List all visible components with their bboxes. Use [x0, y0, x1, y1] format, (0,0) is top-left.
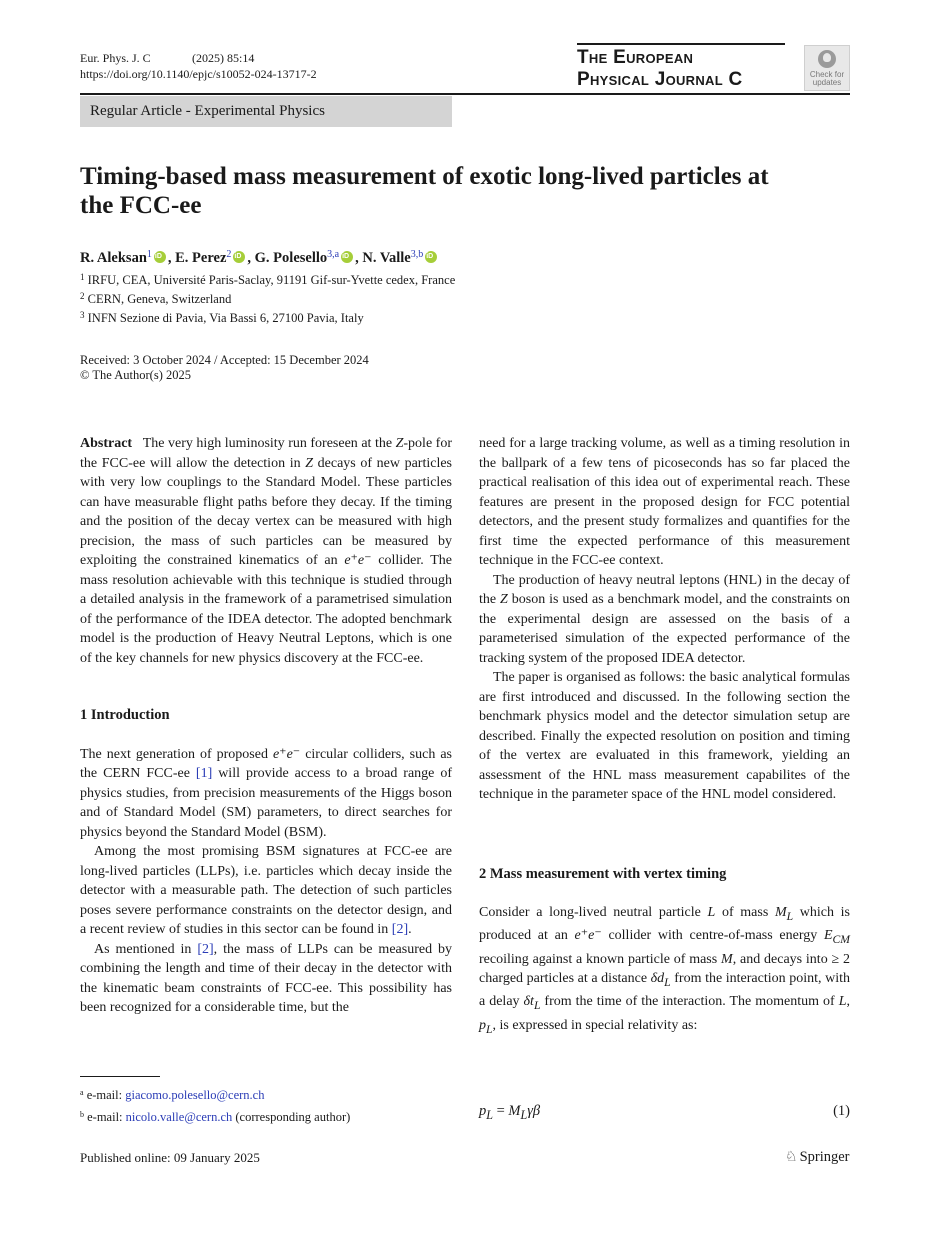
copyright: © The Author(s) 2025 — [80, 368, 191, 382]
citation-link[interactable]: [2] — [391, 922, 409, 937]
right-column — [479, 434, 850, 1039]
author-separator: , — [167, 250, 176, 266]
author-name[interactable]: R. Aleksan — [80, 250, 147, 266]
journal-volume: (2025) 85:14 — [192, 51, 255, 65]
article-dates — [80, 353, 369, 383]
brand-line-1: The European — [577, 47, 694, 68]
citation-link[interactable]: [2] — [197, 941, 214, 957]
publisher-logo — [785, 1149, 850, 1166]
intro-paragraph: As mentioned in [2], the mass of LLPs can be measured by combining the length and time of their decay in the detector with the kinematic beam constraints of FCC-ee. This possibility has been recognized for a considerable time, but the — [80, 941, 453, 1015]
brand-rule — [577, 43, 785, 45]
orcid-icon[interactable] — [341, 251, 353, 263]
affiliation-number: 1 — [80, 272, 85, 282]
author-name[interactable]: E. Perez — [175, 250, 227, 266]
orcid-icon[interactable] — [233, 251, 245, 263]
intro-paragraph: Among the most promising BSM signatures at FCC-ee are long-lived particles (LLPs), i.e. particles which decay inside the detector with a measurable path. The detection of such particles poses severe performance constraints on the detector design, and a recent review of studies in this sector can be found in [2]. — [80, 844, 452, 937]
check-for-updates-badge[interactable] — [804, 45, 850, 91]
footnote-item: $^a$ e-mail: giacomo.polesello@cern.ch — [80, 1088, 265, 1102]
author-affiliation-mark: 1 — [146, 249, 152, 260]
footnote-mark: b — [80, 1110, 84, 1119]
author-name[interactable]: G. Polesello — [254, 250, 328, 266]
equation-number: (1) — [833, 1103, 850, 1119]
footnote-rule — [80, 1076, 160, 1077]
affiliation-list — [80, 269, 455, 326]
brand-line-2: Physical Journal C — [577, 69, 743, 90]
email-link[interactable]: giacomo.polesello@cern.ch — [125, 1088, 265, 1102]
left-column — [80, 434, 452, 1018]
footnotes — [80, 1083, 350, 1127]
published-date: Published online: 09 January 2025 — [80, 1150, 260, 1165]
affiliation-item — [80, 288, 455, 307]
springer-horse-icon: ♘ — [785, 1150, 798, 1165]
affiliation-number: 2 — [80, 291, 85, 301]
equation-1: $p_L = M_L\gamma\beta$ (1) — [479, 1103, 850, 1122]
journal-brand — [577, 43, 785, 91]
footnote-mark: a — [80, 1088, 84, 1097]
article-category: Regular Article - Experimental Physics — [80, 96, 452, 127]
crossmark-label-1: Check for — [809, 70, 845, 79]
crossmark-icon — [818, 50, 836, 68]
affiliation-text: INFN Sezione di Pavia, Via Bassi 6, 27100 Pavia, Italy — [87, 311, 364, 325]
author-name[interactable]: N. Valle — [362, 250, 411, 266]
crossmark-label-2: updates — [812, 78, 842, 87]
publisher-name: Springer — [799, 1149, 850, 1165]
body-paragraph: Consider a long-lived neutral particle L of mass $M_L$ which is produced at an e⁺e⁻ collider with centre-of-mass energy $E_{CM}$ recoiling against a known particle of mass M, and decays into ≥ 2 charged particles at a distance $\delta d_L$ from the interaction point, with a delay $\delta t_L$ from the time of the interaction. The momentum of L, $p_L$, is expressed in special relativity as: — [479, 905, 850, 1036]
affiliation-item — [80, 269, 455, 288]
header-rule — [80, 93, 850, 95]
section-heading-introduction: 1 Introduction — [80, 707, 170, 723]
orcid-icon[interactable] — [154, 251, 166, 263]
author-separator: , — [355, 250, 363, 266]
intro-paragraph: The next generation of proposed e⁺e⁻ circular colliders, such as the CERN FCC-ee [1] will provide access to a broad range of physics studies, from precision measurements of the Higgs boson and of Standard Model (SM) parameters, to direct searches for physics beyond the Standard Model (BSM). — [80, 746, 453, 840]
journal-name: Eur. Phys. J. C — [80, 51, 151, 65]
footnote-item: $^b$ e-mail: nicolo.valle@cern.ch (corresponding author) — [80, 1110, 351, 1124]
body-paragraph: The paper is organised as follows: the basic analytical formulas are first introduced and discussed. In the following section the benchmark physics model and the detector simulation setup are described. Finally the expected resolution on position and timing of the vertex are evaluated in this framework, yielding an assessment of the HNL mass measurement capabilites of the technique in the parameter space of the HNL model considered. — [479, 670, 850, 802]
author-separator: , — [247, 250, 255, 266]
body-paragraph: The production of heavy neutral leptons (HNL) in the decay of the Z boson is used as a benchmark model, and the constraints on the experimental design are assessed on the basis of a parameterised simulation of the expected performance of the tracking system of the proposed IDEA detector. — [479, 572, 850, 666]
orcid-icon[interactable] — [425, 251, 437, 263]
received-accepted: Received: 3 October 2024 / Accepted: 15 December 2024 — [80, 353, 369, 367]
author-affiliation-mark: 3,b — [410, 249, 424, 260]
author-affiliation-mark: 3,a — [327, 249, 340, 260]
article-title: Timing-based mass measurement of exotic long-lived particles at the FCC-ee — [80, 163, 769, 219]
email-link[interactable]: nicolo.valle@cern.ch — [125, 1110, 233, 1124]
doi-link[interactable]: https://doi.org/10.1140/epjc/s10052-024-13717-2 — [80, 67, 317, 81]
journal-header — [80, 50, 317, 82]
affiliation-number: 3 — [80, 310, 85, 320]
abstract-label: Abstract — [80, 436, 133, 451]
affiliation-item — [80, 307, 455, 326]
affiliation-text: CERN, Geneva, Switzerland — [87, 292, 232, 306]
citation-link[interactable]: [1] — [195, 766, 213, 781]
section-heading-mass-measurement: 2 Mass measurement with vertex timing — [479, 865, 727, 882]
body-paragraph: need for a large tracking volume, as well as a timing resolution in the ballpark of a few tens of picoseconds has so far placed the practical realisation of this idea out of experimental reach. These features are present in the proposed design for FCC potential detectors, and the present study formalizes and quantifies for the first time the expected performance of this measurement technique in the FCC-ee context. — [479, 436, 850, 568]
abstract: Abstract The very high luminosity run foreseen at the Z-pole for the FCC-ee will allow the detection in Z decays of new particles with very low couplings to the Standard Model. These particles can have measurable flight paths before they decay. If the timing and the position of the decay vertex can be measured with high precision, the mass of such particles can be measured by exploiting the constrained kinematics of an e⁺e⁻ collider. The mass resolution achievable with this technique is studied through a detailed analysis in the framework of a parametrised simulation of the performance of the IDEA detector. The adopted benchmark model is the production of Heavy Neutral Leptons, which is one of the key channels for new physics discovery at the FCC-ee. — [80, 436, 453, 666]
author-affiliation-mark: 2 — [226, 249, 232, 260]
author-list — [80, 245, 439, 268]
affiliation-text: IRFU, CEA, Université Paris-Saclay, 91191 Gif-sur-Yvette cedex, France — [87, 273, 456, 287]
